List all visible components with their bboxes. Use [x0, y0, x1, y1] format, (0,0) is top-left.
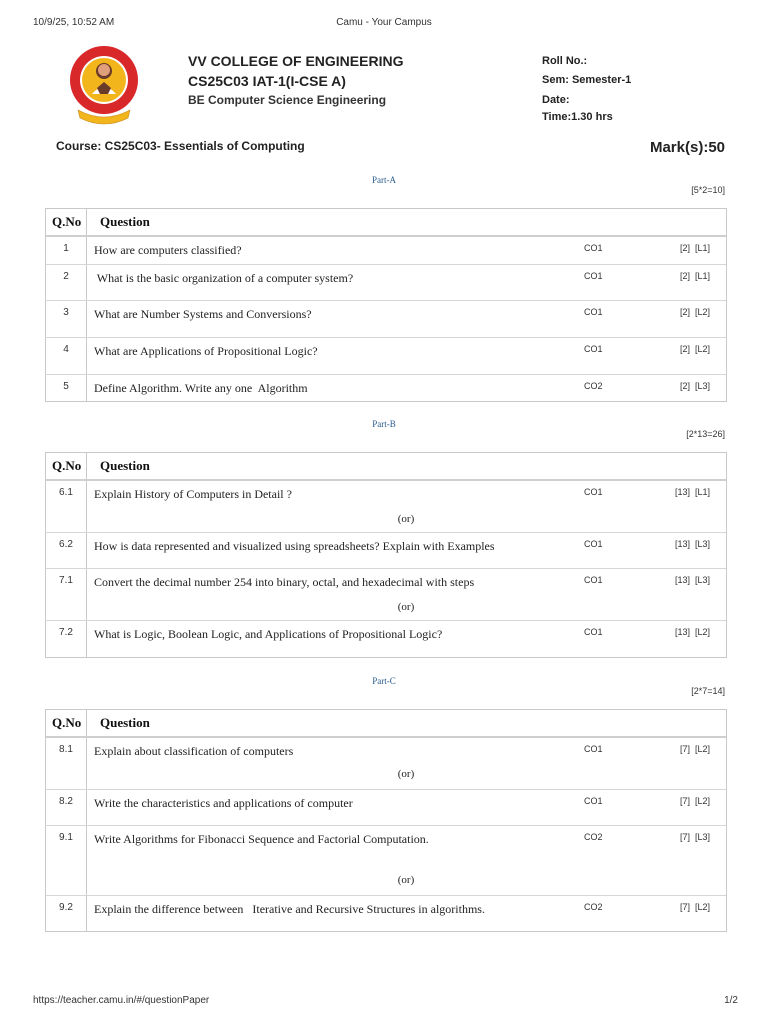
question-number: 1 [63, 243, 69, 254]
question-row [46, 790, 726, 826]
question-row [46, 481, 726, 533]
question-header: Question [100, 214, 150, 229]
question-number: 6.1 [59, 487, 73, 498]
or-separator: (or) [397, 513, 415, 525]
course-outcome: CO1 [584, 796, 603, 806]
department: BE Computer Science Engineering [188, 93, 387, 107]
part-b-title: Part-B [372, 419, 396, 429]
print-url: https://teacher.camu.in/#/questionPaper [33, 995, 210, 1006]
total-marks: Mark(s):50 [649, 139, 725, 156]
marks-level: [13] [L3] [674, 539, 710, 549]
question-row [46, 338, 726, 375]
college-emblem-icon [68, 44, 140, 132]
course-outcome: CO1 [584, 344, 603, 354]
question-number: 4 [63, 344, 69, 355]
question-text: Write the characteristics and applications of computer [94, 796, 353, 810]
question-row [46, 533, 726, 569]
marks-level: [2] [L1] [679, 243, 710, 253]
part-b-table [45, 452, 727, 658]
question-number: 5 [63, 381, 69, 392]
exam-code: CS25C03 IAT-1(I-CSE A) [188, 73, 346, 89]
question-row [46, 896, 726, 931]
part-c-marks: [2*7=14] [691, 686, 725, 696]
marks-level: [7] [L2] [679, 902, 710, 912]
course-outcome: CO1 [584, 744, 603, 754]
part-c-title: Part-C [372, 676, 396, 686]
question-text: Write Algorithms for Fibonacci Sequence and Factorial Computation. [94, 832, 429, 846]
question-text: What is the basic organization of a computer system? [94, 271, 354, 285]
question-number: 3 [63, 307, 69, 318]
question-row [46, 301, 726, 338]
question-row [46, 265, 726, 301]
question-text: Explain about classification of computers [94, 744, 294, 758]
course-outcome: CO1 [584, 487, 603, 497]
course-outcome: CO1 [584, 539, 603, 549]
question-row [46, 826, 726, 896]
question-number: 8.1 [59, 744, 73, 755]
marks-level: [2] [L2] [679, 307, 710, 317]
question-text: Explain History of Computers in Detail ? [94, 487, 292, 501]
question-row [46, 569, 726, 621]
question-text: Define Algorithm. Write any one Algorithm [94, 381, 308, 395]
course-outcome: CO1 [584, 271, 603, 281]
question-text: How is data represented and visualized using spreadsheets? Explain with Examples [94, 539, 495, 553]
question-number: 6.2 [59, 539, 73, 550]
marks-level: [2] [L3] [679, 381, 710, 391]
table-header [46, 710, 726, 738]
question-number: 2 [63, 271, 69, 282]
course-title: Course: CS25C03- Essentials of Computing [56, 139, 305, 153]
question-header: Question [100, 715, 150, 730]
course-outcome: CO1 [584, 307, 603, 317]
course-outcome: CO2 [584, 381, 603, 391]
question-row [46, 375, 726, 401]
date-label: Date: [542, 94, 570, 106]
part-a-title: Part-A [372, 175, 396, 185]
marks-level: [2] [L2] [679, 344, 710, 354]
print-datetime: 10/9/25, 10:52 AM [33, 17, 115, 28]
marks-level: [7] [L3] [679, 832, 710, 842]
college-logo [68, 44, 140, 132]
college-name: VV COLLEGE OF ENGINEERING [188, 53, 404, 69]
question-text: What are Applications of Propositional Logic? [94, 344, 318, 358]
question-number: 7.2 [59, 627, 73, 638]
roll-number-label: Roll No.: [542, 55, 588, 67]
semester-label: Sem: Semester-1 [542, 74, 632, 86]
marks-level: [13] [L2] [674, 627, 710, 637]
question-number: 7.1 [59, 575, 73, 586]
course-outcome: CO1 [584, 627, 603, 637]
course-outcome: CO1 [584, 575, 603, 585]
print-page-number: 1/2 [724, 995, 738, 1006]
part-a-table [45, 208, 727, 402]
course-outcome: CO2 [584, 832, 603, 842]
question-text: What are Number Systems and Conversions? [94, 307, 312, 321]
question-text: How are computers classified? [94, 243, 242, 257]
question-text: Convert the decimal number 254 into binary, octal, and hexadecimal with steps [94, 575, 475, 589]
qno-header: Q.No [52, 214, 82, 229]
time-label: Time:1.30 hrs [542, 111, 613, 123]
question-header: Question [100, 458, 150, 473]
course-outcome: CO1 [584, 243, 603, 253]
part-b-marks: [2*13=26] [686, 429, 725, 439]
question-text: Explain the difference between Iterative and Recursive Structures in algorithms. [94, 902, 485, 916]
question-row [46, 237, 726, 265]
qno-header: Q.No [52, 715, 82, 730]
or-separator: (or) [397, 601, 415, 613]
or-separator: (or) [397, 768, 415, 780]
marks-level: [2] [L1] [679, 271, 710, 281]
qno-header: Q.No [52, 458, 82, 473]
marks-level: [13] [L3] [674, 575, 710, 585]
question-text: What is Logic, Boolean Logic, and Applications of Propositional Logic? [94, 627, 443, 641]
part-c-table [45, 709, 727, 932]
table-header [46, 209, 726, 237]
or-separator: (or) [397, 874, 415, 886]
table-header [46, 453, 726, 481]
marks-level: [13] [L1] [674, 487, 710, 497]
question-row [46, 738, 726, 790]
question-row [46, 621, 726, 657]
part-a-marks: [5*2=10] [691, 185, 725, 195]
marks-level: [7] [L2] [679, 796, 710, 806]
question-number: 8.2 [59, 796, 73, 807]
question-number: 9.2 [59, 902, 73, 913]
print-title: Camu - Your Campus [336, 17, 432, 28]
course-outcome: CO2 [584, 902, 603, 912]
question-number: 9.1 [59, 832, 73, 843]
marks-level: [7] [L2] [679, 744, 710, 754]
